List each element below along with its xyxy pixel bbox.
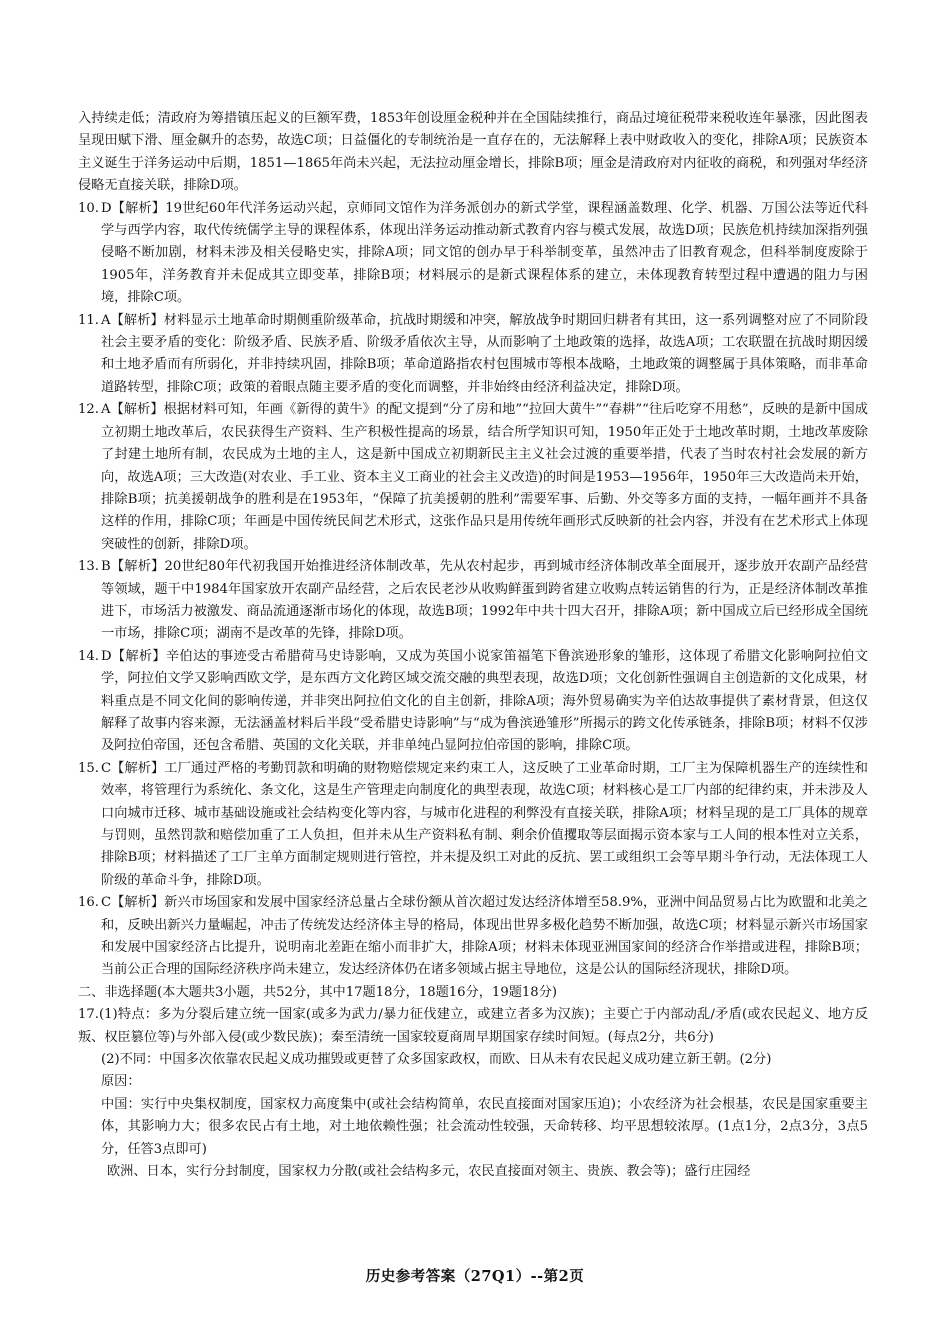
- answer-item-11: [78, 310, 868, 400]
- lead-paragraph: 入持续走低；清政府为筹措镇压起义的巨额军费，1853年创设厘金税种并在全国陆续推行，商品过境征税带来税收连年暴涨，因此图表呈现田赋下滑、厘金飙升的态势，故选C项；日益僵化的专制统治是一直存在的，无法解释上表中财政收入的变化，排除A项；民族资本主义诞生于洋务运动中后期，1851—1865年尚未兴起，无法拉动厘金增长，排除B项；厘金是清政府对内征收的商税，和列强对华经济侵略无直接关联，排除D项。: [78, 111, 868, 194]
- q17-part2: (2)不同：中国多次依靠农民起义成功摧毁或更替了众多国家政权，而欧、日从未有农民起义成功建立新王朝。(2分): [101, 1052, 772, 1068]
- item-number: 16.: [78, 895, 99, 911]
- answer-item-15: [78, 758, 868, 892]
- item-number: 10.: [78, 200, 99, 216]
- item-number: 14.: [78, 648, 99, 664]
- answer-item-16: [78, 892, 868, 982]
- answer-item-12: [78, 399, 868, 556]
- answer-item-10: [78, 198, 868, 310]
- item-text: D【解析】辛伯达的事迹受古希腊荷马史诗影响，又成为英国小说家笛福笔下鲁滨逊形象的雏形，这体现了希腊文化影响阿拉伯文学，阿拉伯文学又影响西欧文学，是东西方文化跨区域交流交融的典型表现，故选D项；文化创新性强调自主创造新的文化成果，材料重点是不同文化间的影响传递，并非突出阿拉伯文化的自主创新，排除A项；海外贸易确实为辛伯达故事提供了素材背景，但这仅解释了故事内容来源，无法涵盖材料后半段“受希腊史诗影响”与“成为鲁滨逊雏形”所揭示的跨文化传承链条，排除B项；材料不仅涉及阿拉伯帝国，还包含希腊、英国的文化关联，并非单纯凸显阿拉伯帝国的影响，排除C项。: [101, 648, 868, 754]
- item-text: B【解析】20世纪80年代初我国开始推进经济体制改革，先从农村起步，再到城市经济体制改革全面展开，逐步放开农副产品经营等领域，题干中1984年国家放开农副产品经营，之后农民老沙从收购鲜蛋到跨省建立收购点转运销售的行为，正是经济体制改革推进下，市场活力被激发、商品流通逐渐市场化的体现，故选B项；1992年中共十四大召开，排除A项；新中国成立后已经形成全国统一市场，排除C项；湖南不是改革的先锋，排除D项。: [101, 559, 868, 642]
- item-number: 12.: [78, 402, 99, 418]
- section-heading: 二、非选择题(本大题共3小题，共52分，其中17题18分，18题16分，19题18分): [78, 984, 558, 1000]
- q17-part1: 17.(1)特点：多为分裂后建立统一国家(或多为武力/暴力征伐建立，或建立者多为汉族)；主要亡于内部动乱/矛盾(或农民起义、地方反叛、权臣篡位等)与外部入侵(或少数民族)；秦至清统一国家较夏商周早期国家存续时间短。(每点2分，共6分): [78, 1007, 868, 1045]
- item-text: C【解析】工厂通过严格的考勤罚款和明确的财物赔偿规定来约束工人，这反映了工业革命时期，工厂主为保障机器生产的连续性和效率，将管理行为系统化、条文化，这是生产管理走向制度化的典型表现，故选C项；材料核心是工厂内部的纪律约束，并未涉及人口向城市迁移、城市基础设施或社会结构变化等内容，与城市化进程的利弊没有直接关联，排除A项；材料呈现的是工厂具体的规章与罚则，虽然罚款和赔偿加重了工人负担，但并未从生产资料私有制、剩余价值攫取等层面揭示资本家与工人间的根本性对立关系，排除B项；材料描述了工厂主单方面制定规则进行管控，并未提及织工对此的反抗、罢工或组织工会等早期斗争行动，无法体现工人阶级的革命斗争，排除D项。: [101, 760, 868, 888]
- answer-item-14: [78, 646, 868, 758]
- item-text: A【解析】材料显示土地革命时期侧重阶级革命，抗战时期缓和冲突，解放战争时期回归耕者有其田，这一系列调整对应了不同阶段社会主要矛盾的变化：阶级矛盾、民族矛盾、阶级矛盾依次主导，从而影响了土地政策的选择，故选A项；工农联盟在抗战时期因缓和土地矛盾而有所弱化，并非持续巩固，排除B项；革命道路指农村包围城市等根本战略，土地政策的调整属于具体策略，而非革命道路转型，排除C项；政策的着眼点随主要矛盾的变化而调整，并非始终由经济利益决定，排除D项。: [101, 312, 868, 395]
- item-number: 13.: [78, 559, 99, 575]
- q17-reason-label: 原因：: [101, 1074, 141, 1090]
- page-footer: 历史参考答案（27Q1）--第2页: [365, 1268, 585, 1285]
- item-text: A【解析】根据材料可知，年画《新得的黄牛》的配文提到“分了房和地”“拉回大黄牛”“春耕”“往后吃穿不用愁”，反映的是新中国成立初期土地改革后，农民获得生产资料、生产积极性提高的场景，结合所学知识可知，1950年正处于土地改革时期，土地改革废除了封建土地所有制，农民成为土地的主人，这是新中国成立初期新民主主义社会过渡的重要举措，代表了当时农村社会发展的新方向，故选A项；三大改造(对农业、手工业、资本主义工商业的社会主义改造)的时间是1953—1956年，1950年三大改造尚未开始，排除B项；抗美援朝战争的胜利是在1953年，“保障了抗美援朝的胜利”需要军事、后勤、外交等多方面的支持，一幅年画并不具备这样的作用，排除C项；年画是中国传统民间艺术形式，这张作品只是用传统年画形式反映新的社会内容，并没有在艺术形式上体现突破性的创新，排除D项。: [101, 402, 868, 552]
- item-number: 11.: [78, 312, 99, 328]
- answer-item-13: [78, 556, 868, 646]
- item-text: C【解析】新兴市场国家和发展中国家经济总量占全球份额从首次超过发达经济体增至58.9%，亚洲中间品贸易占比为欧盟和北美之和，反映出新兴力量崛起，冲击了传统发达经济体主导的格局，体现出世界多极化趋势不断加强，故选C项；材料显示新兴市场国家和发展中国家经济占比提升，说明南北差距在缩小而非扩大，排除A项；材料未体现亚洲国家间的经济合作举措或进程，排除B项；当前公正合理的国际经济秩序尚未建立，发达经济体仍在诸多领域占据主导地位，这是公认的国际经济现状，排除D项。: [101, 895, 868, 978]
- answer-content: [78, 108, 868, 1184]
- q17-china-reason: 中国：实行中央集权制度，国家权力高度集中(或社会结构简单，农民直接面对国家压迫)；小农经济为社会根基，农民是国家重要主体，其影响力大；很多农民占有土地，对土地依赖性强；社会流动性较强，天命转移、均平思想较浓厚。(1点1分，2点3分，3点5分，任答3点即可): [101, 1096, 868, 1157]
- q17-europe-japan-reason: 欧洲、日本，实行分封制度，国家权力分散(或社会结构多元，农民直接面对领主、贵族、教会等)；盛行庄园经: [107, 1164, 751, 1180]
- item-number: 15.: [78, 760, 99, 776]
- item-text: D【解析】19世纪60年代洋务运动兴起，京师同文馆作为洋务派创办的新式学堂，课程涵盖数理、化学、机器、万国公法等近代科学与西学内容，取代传统儒学主导的课程体系，体现出洋务运动推动新式教育内容与模式发展，故选D项；民族危机持续加深指列强侵略不断加剧，材料未涉及相关侵略史实，排除A项；同文馆的创办早于科举制变革，虽然冲击了旧教育观念，但科举制度废除于1905年，洋务教育并未促成其立即变革，排除B项；材料展示的是新式课程体系的建立，未体现教育转型过程中遭遇的阻力与困境，排除C项。: [101, 200, 868, 306]
